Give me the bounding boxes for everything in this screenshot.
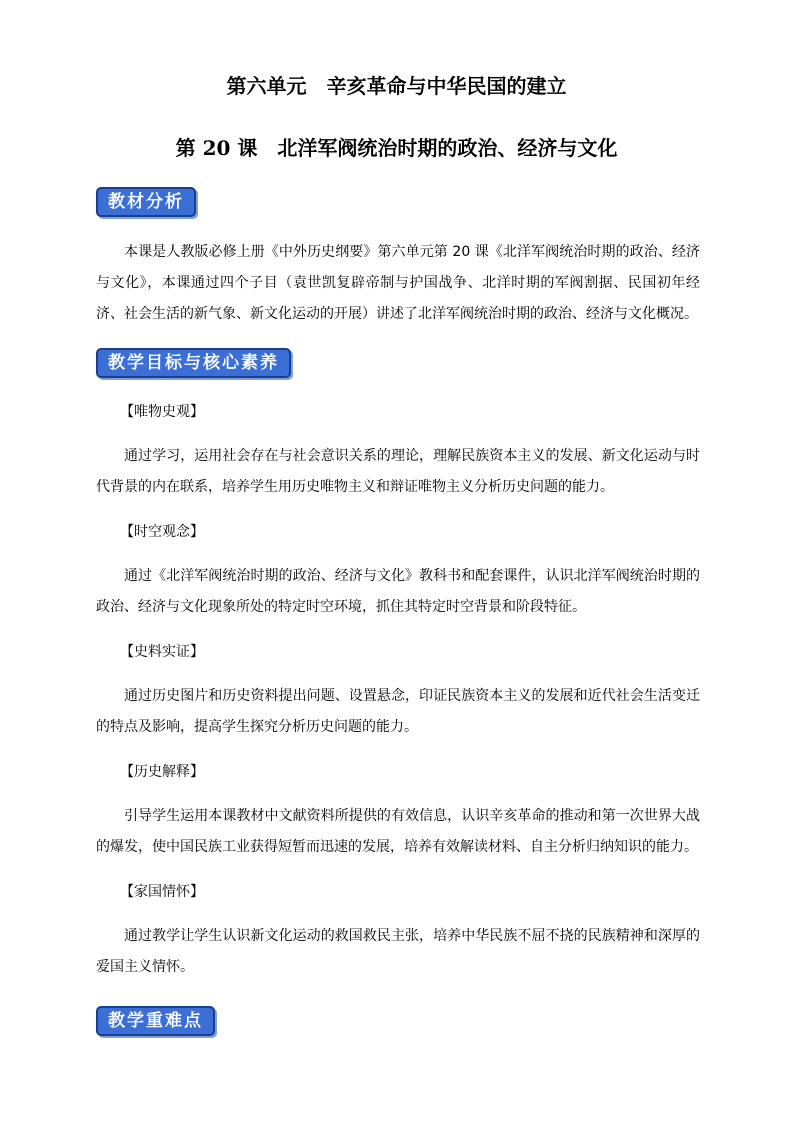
goal-heading-time-space: 【时空观念】 — [120, 524, 204, 540]
goal-paragraph-time-space: 通过《北洋军阀统治时期的政治、经济与文化》教科书和配套课件，认识北洋军阀统治时期的政治、经济与文化现象所处的特定时空环境，抓住其特定时空背景和阶段特征。 — [96, 568, 700, 615]
goal-heading-patriotism: 【家国情怀】 — [120, 884, 204, 900]
textbook-analysis-paragraph: 本课是人教版必修上册《中外历史纲要》第六单元第 20 课《北洋军阀统治时期的政治、经济与文化》，本课通过四个子目（袁世凯复辟帝制与护国战争、北洋时期的军阀割据、民国初年经济、社会生活的新气象、新文化运动的开展）讲述了北洋军阀统治时期的政治、经济与文化概况。 — [96, 244, 700, 322]
section-badge-teaching-goals: 教学目标与核心素养 — [96, 348, 291, 378]
section-badge-key-points: 教学重难点 — [96, 1006, 215, 1036]
goal-paragraph-interpretation: 引导学生运用本课教材中文献资料所提供的有效信息，认识辛亥革命的推动和第一次世界大战的爆发，使中国民族工业获得短暂而迅速的发展，培养有效解读材料、自主分析归纳知识的能力。 — [96, 808, 700, 855]
goal-paragraph-historical-materialism: 通过学习，运用社会存在与社会意识关系的理论，理解民族资本主义的发展、新文化运动与时代背景的内在联系，培养学生用历史唯物主义和辩证唯物主义分析历史问题的能力。 — [96, 448, 700, 495]
unit-title: 第六单元 辛亥革命与中华民国的建立 — [226, 74, 567, 98]
goal-heading-historical-materialism: 【唯物史观】 — [120, 404, 204, 420]
section-badge-textbook-analysis: 教材分析 — [96, 187, 196, 217]
goal-paragraph-patriotism: 通过教学让学生认识新文化运动的救国救民主张，培养中华民族不屈不挠的民族精神和深厚的爱国主义情怀。 — [96, 928, 700, 975]
goal-heading-interpretation: 【历史解释】 — [120, 764, 204, 780]
goal-paragraph-evidence: 通过历史图片和历史资料提出问题、设置悬念，印证民族资本主义的发展和近代社会生活变迁的特点及影响，提高学生探究分析历史问题的能力。 — [96, 688, 700, 735]
goal-heading-evidence: 【史料实证】 — [120, 644, 204, 660]
lesson-title: 第 20 课 北洋军阀统治时期的政治、经济与文化 — [175, 136, 618, 160]
